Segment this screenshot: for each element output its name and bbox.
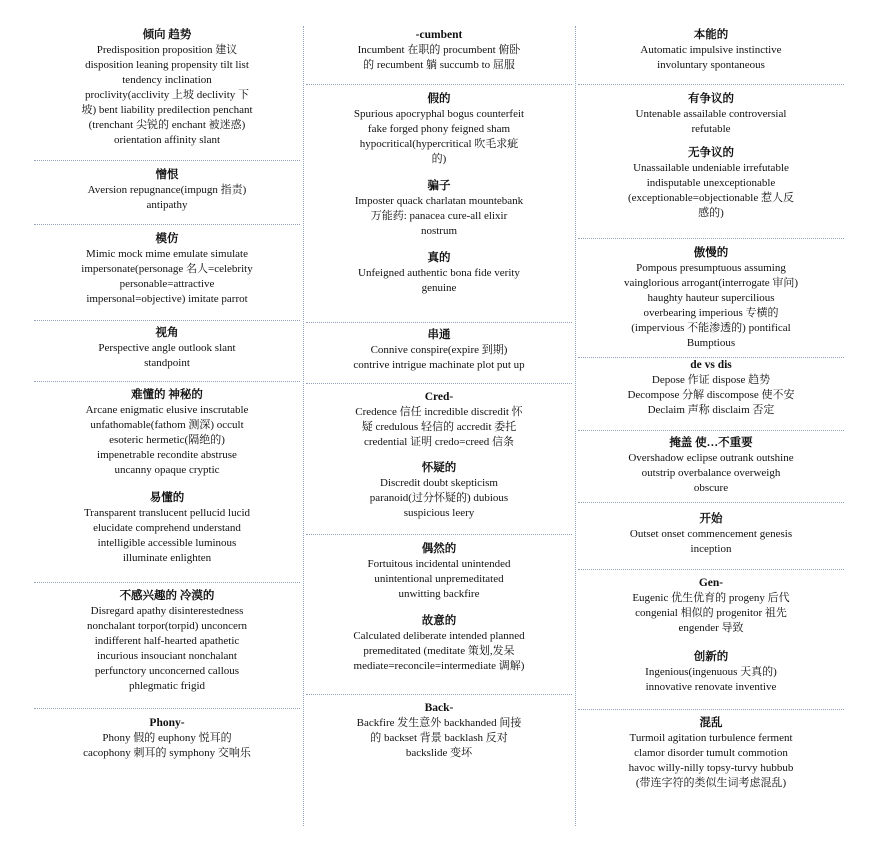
entry-line: overbearing imperious 专横的 bbox=[643, 307, 779, 319]
section-divider bbox=[578, 430, 844, 431]
entry-line: Disregard apathy disinterestedness bbox=[90, 605, 244, 617]
section-divider bbox=[34, 320, 300, 321]
entry-line: Automatic impulsive instinctive bbox=[640, 44, 782, 56]
entry-line: (带连字符的类似生词考虑混乱) bbox=[635, 777, 787, 789]
entry-line: Credence 信任 incredible discredit 怀 bbox=[355, 406, 523, 418]
entry-line: indisputable unexceptionable bbox=[646, 177, 776, 189]
entry-line: congenial 相似的 progenitor 祖先 bbox=[635, 607, 787, 619]
entry-line: 的 recumbent 躺 succumb to 屈服 bbox=[363, 59, 515, 71]
section-divider bbox=[306, 534, 572, 535]
entry-line: personable=attractive bbox=[119, 278, 215, 290]
section-divider bbox=[34, 381, 300, 382]
entry-line: standpoint bbox=[144, 357, 190, 369]
entry-line: innovative renovate inventive bbox=[645, 681, 777, 693]
entry-line: paranoid(过分怀疑的) dubious bbox=[369, 492, 509, 504]
section-cumbent bbox=[306, 28, 572, 73]
entry-line: Declaim 声称 disclaim 否定 bbox=[647, 404, 775, 416]
entry-line: Incumbent 在职的 procumbent 俯卧 bbox=[357, 44, 521, 56]
entry-line: antipathy bbox=[146, 199, 188, 211]
entry-line: Spurious apocryphal bogus counterfeit bbox=[353, 108, 525, 120]
entry-line: genuine bbox=[421, 282, 457, 294]
section-cred bbox=[306, 390, 572, 521]
entry-line: nonchalant torpor(torpid) unconcern bbox=[86, 620, 248, 632]
entry-line: Unassailable undeniable irrefutable bbox=[633, 162, 789, 174]
entry-line: phlegmatic frigid bbox=[128, 680, 206, 692]
section-hatred bbox=[34, 168, 300, 213]
section-divider bbox=[34, 224, 300, 225]
entry-title: 创新的 bbox=[693, 651, 729, 663]
entry-line: Backfire 发生意外 backhanded 间接 bbox=[356, 717, 522, 729]
entry-line: impersonal=objective) imitate parrot bbox=[86, 293, 248, 305]
entry-line: 坡) bent liability predilection penchant bbox=[81, 104, 253, 116]
entry-line: Perspective angle outlook slant bbox=[98, 342, 236, 354]
entry-line: contrive intrigue machinate plot put up bbox=[353, 359, 525, 371]
entry-line: Ingenious(ingenuous 天真的) bbox=[645, 666, 777, 678]
entry-line: 感的) bbox=[698, 207, 724, 219]
section-instinctive bbox=[578, 28, 844, 73]
entry-line: outstrip overbalance overweigh bbox=[641, 467, 781, 479]
entry-line: 万能药: panacea cure-all elixir bbox=[370, 210, 508, 222]
entry-line: Overshadow eclipse outrank outshine bbox=[628, 452, 794, 464]
entry-line: inception bbox=[690, 543, 732, 555]
section-overshadow bbox=[578, 436, 844, 496]
entry-line: disposition leaning propensity tilt list bbox=[85, 59, 249, 71]
entry-title: 故意的 bbox=[421, 615, 457, 627]
entry-line: (trenchant 尖锐的 enchant 被迷惑) bbox=[88, 119, 246, 131]
entry-title: 傲慢的 bbox=[693, 247, 729, 259]
entry-line: Aversion repugnance(impugn 指责) bbox=[87, 184, 247, 196]
entry-line: intelligible accessible luminous bbox=[97, 537, 237, 549]
entry-line: indifferent half-hearted apathetic bbox=[94, 635, 240, 647]
entry-line: nostrum bbox=[420, 225, 458, 237]
section-connive bbox=[306, 328, 572, 373]
section-imitate bbox=[34, 232, 300, 307]
entry-line: refutable bbox=[691, 123, 731, 135]
section-divider bbox=[306, 84, 572, 85]
entry-line: credential 证明 credo=creed 信条 bbox=[363, 436, 515, 448]
entry-line: premeditated (meditate 策划,发呆 bbox=[363, 645, 515, 657]
entry-line: impersonate(personage 名人=celebrity bbox=[81, 263, 253, 275]
entry-line: (impervious 不能渗透的) pontifical bbox=[631, 322, 791, 334]
entry-title: 开始 bbox=[699, 513, 723, 525]
entry-line: backslide 变坏 bbox=[405, 747, 473, 759]
entry-line: Decompose 分解 discompose 使不安 bbox=[627, 389, 795, 401]
entry-line: Outset onset commencement genesis bbox=[629, 528, 793, 540]
entry-line: unintentional unpremeditated bbox=[374, 573, 504, 585]
section-tendency bbox=[34, 28, 300, 148]
section-arrogant bbox=[578, 246, 844, 351]
entry-line: obscure bbox=[693, 482, 729, 494]
entry-line: Discredit doubt skepticism bbox=[380, 477, 498, 489]
entry-line: Phony 假的 euphony 悦耳的 bbox=[102, 732, 232, 744]
section-start bbox=[578, 512, 844, 557]
entry-title: 易懂的 bbox=[149, 492, 185, 504]
entry-line: hypocritical(hypercritical 吹毛求疵 bbox=[359, 138, 519, 150]
entry-title: 掩盖 使…不重要 bbox=[669, 437, 753, 449]
section-de-vs-dis bbox=[578, 358, 844, 418]
entry-title: 有争议的 bbox=[688, 93, 734, 105]
entry-line: Predisposition proposition 建议 bbox=[96, 44, 238, 56]
entry-title: 憎恨 bbox=[155, 169, 179, 181]
entry-title: 倾向 趋势 bbox=[142, 29, 192, 41]
section-chaos bbox=[578, 716, 844, 791]
entry-line: orientation affinity slant bbox=[113, 134, 221, 146]
section-phony bbox=[34, 716, 300, 761]
column-divider bbox=[575, 26, 576, 826]
column-divider bbox=[303, 26, 304, 826]
entry-title: 难懂的 神秘的 bbox=[131, 389, 203, 401]
entry-line: mediate=reconcile=intermediate 调解) bbox=[353, 660, 525, 672]
section-accidental-deliberate bbox=[306, 542, 572, 674]
entry-line: Eugenic 优生优育的 progeny 后代 bbox=[632, 592, 790, 604]
entry-title: 视角 bbox=[155, 327, 179, 339]
section-obscure-clear bbox=[34, 388, 300, 566]
entry-line: esoteric hermetic(隔绝的) bbox=[109, 434, 225, 446]
entry-title: 本能的 bbox=[693, 29, 729, 41]
column-3 bbox=[578, 26, 844, 826]
entry-line: haughty hauteur supercilious bbox=[647, 292, 775, 304]
entry-line: Depose 作证 dispose 趋势 bbox=[651, 374, 771, 386]
section-divider bbox=[578, 569, 844, 570]
entry-line: cacophony 刺耳的 symphony 交响乐 bbox=[83, 747, 251, 759]
entry-title: Phony- bbox=[149, 717, 185, 729]
section-back bbox=[306, 701, 572, 761]
entry-line: 的 backset 背景 backlash 反对 bbox=[370, 732, 508, 744]
column-2 bbox=[306, 26, 572, 826]
entry-title: 模仿 bbox=[155, 233, 179, 245]
column-1 bbox=[34, 26, 300, 826]
entry-line: unwitting backfire bbox=[398, 588, 480, 600]
entry-line: Bumptious bbox=[686, 337, 736, 349]
section-gen-innovative bbox=[578, 576, 844, 695]
section-divider bbox=[578, 709, 844, 710]
entry-line: clamor disorder tumult commotion bbox=[634, 747, 788, 759]
entry-title: 真的 bbox=[427, 252, 451, 264]
section-divider bbox=[578, 238, 844, 239]
entry-line: Unfeigned authentic bona fide verity bbox=[358, 267, 520, 279]
entry-title: 串通 bbox=[427, 329, 451, 341]
entry-title: 混乱 bbox=[699, 717, 723, 729]
entry-line: Fortuitous incidental unintended bbox=[367, 558, 511, 570]
entry-line: elucidate comprehend understand bbox=[93, 522, 241, 534]
entry-line: engender 导致 bbox=[678, 622, 744, 634]
entry-line: havoc willy-nilly topsy-turvy hubbub bbox=[628, 762, 794, 774]
section-indifferent bbox=[34, 589, 300, 694]
entry-title: 偶然的 bbox=[421, 543, 457, 555]
entry-title: 骗子 bbox=[427, 180, 451, 192]
entry-title: Back- bbox=[424, 702, 454, 714]
entry-line: (exceptionable=objectionable 惹人反 bbox=[628, 192, 794, 204]
entry-title: -cumbent bbox=[415, 29, 463, 41]
section-perspective bbox=[34, 326, 300, 371]
section-divider bbox=[306, 694, 572, 695]
section-divider bbox=[34, 582, 300, 583]
entry-line: Imposter quack charlatan mountebank bbox=[354, 195, 524, 207]
section-divider bbox=[34, 708, 300, 709]
entry-line: fake forged phony feigned sham bbox=[367, 123, 511, 135]
entry-line: unfathomable(fathom 测深) occult bbox=[90, 419, 244, 431]
entry-title: de vs dis bbox=[690, 359, 732, 371]
entry-line: Calculated deliberate intended planned bbox=[353, 630, 525, 642]
entry-title: 不感兴趣的 冷漠的 bbox=[119, 590, 215, 602]
entry-line: proclivity(acclivity 上坡 declivity 下 bbox=[84, 89, 250, 101]
entry-line: suspicious leery bbox=[403, 507, 475, 519]
section-controversial bbox=[578, 92, 844, 221]
entry-line: tendency inclination bbox=[122, 74, 212, 86]
entry-title: Cred- bbox=[424, 391, 454, 403]
entry-line: Connive conspire(expire 到期) bbox=[370, 344, 508, 356]
vocabulary-page bbox=[34, 26, 844, 826]
entry-line: illuminate enlighten bbox=[122, 552, 212, 564]
section-divider bbox=[306, 383, 572, 384]
entry-line: vainglorious arrogant(interrogate 审问) bbox=[623, 277, 799, 289]
entry-title: 怀疑的 bbox=[421, 462, 457, 474]
entry-line: Pompous presumptuous assuming bbox=[636, 262, 786, 274]
section-divider bbox=[306, 322, 572, 323]
entry-line: 的) bbox=[431, 153, 447, 165]
section-fake-true bbox=[306, 92, 572, 296]
entry-line: Mimic mock mime emulate simulate bbox=[86, 248, 248, 260]
entry-line: Turmoil agitation turbulence ferment bbox=[629, 732, 793, 744]
section-divider bbox=[578, 84, 844, 85]
entry-line: 疑 credulous 轻信的 accredit 委托 bbox=[361, 421, 517, 433]
entry-line: incurious insouciant nonchalant bbox=[97, 650, 237, 662]
entry-line: Arcane enigmatic elusive inscrutable bbox=[85, 404, 249, 416]
entry-title: Gen- bbox=[698, 577, 724, 589]
entry-line: impenetrable recondite abstruse bbox=[97, 449, 237, 461]
entry-line: involuntary spontaneous bbox=[657, 59, 765, 71]
entry-line: Transparent translucent pellucid lucid bbox=[83, 507, 251, 519]
section-divider bbox=[34, 160, 300, 161]
section-divider bbox=[578, 502, 844, 503]
entry-line: uncanny opaque cryptic bbox=[114, 464, 220, 476]
entry-line: perfunctory unconcerned callous bbox=[94, 665, 240, 677]
entry-title: 假的 bbox=[427, 93, 451, 105]
entry-title: 无争议的 bbox=[688, 147, 734, 159]
entry-line: Untenable assailable controversial bbox=[635, 108, 787, 120]
